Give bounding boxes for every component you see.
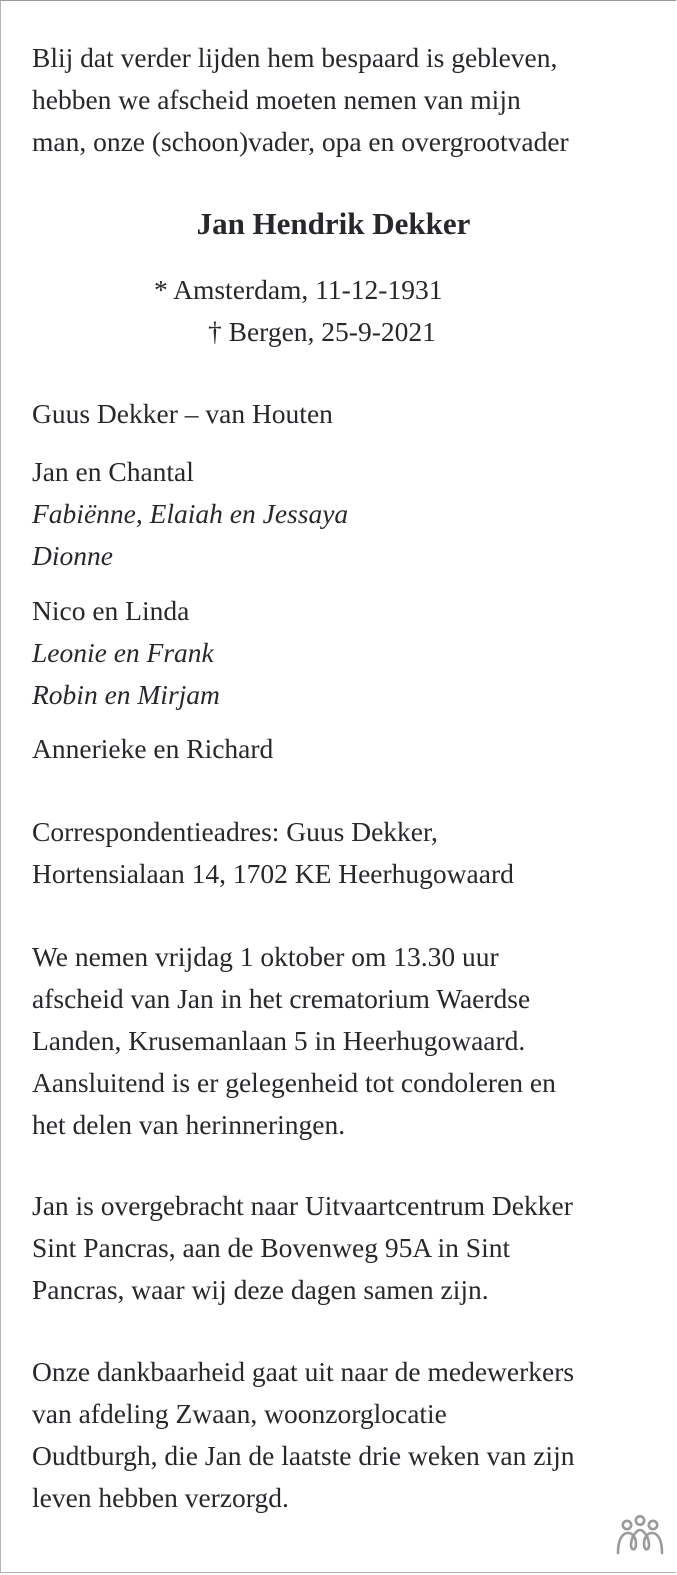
viewing-line: Pancras, waar wij deze dagen samen zijn. [32,1274,489,1305]
family-children: Dionne [32,540,113,571]
family-children: Robin en Mirjam [32,679,220,710]
thanks-line: Oudtburgh, die Jan de laatste drie weken van zijn [32,1440,575,1471]
correspondence-line: Hortensialaan 14, 1702 KE Heerhugowaard [32,858,514,889]
intro-line: Blij dat verder lijden hem bespaard is gebleven, [32,42,558,73]
viewing-line: Sint Pancras, aan de Bovenweg 95A in Sint [32,1232,511,1263]
people-group-icon [614,1514,666,1556]
ceremony-line: Landen, Krusemanlaan 5 in Heerhugowaard. [32,1025,526,1056]
spouse-name: Guus Dekker – van Houten [32,398,333,429]
family-parents: Jan en Chantal [32,456,194,487]
death-line: † Bergen, 25-9-2021 [208,316,436,347]
deceased-name: Jan Hendrik Dekker [196,206,471,241]
ceremony-line: het delen van herinneringen. [32,1109,346,1140]
family-children: Fabiënne, Elaiah en Jessaya [32,498,349,529]
family-parents: Annerieke en Richard [32,733,274,764]
viewing-line: Jan is overgebracht naar Uitvaartcentrum Dekker [32,1190,573,1221]
ceremony-line: We nemen vrijdag 1 oktober om 13.30 uur [32,941,499,972]
thanks-line: leven hebben verzorgd. [32,1482,289,1513]
ceremony-line: afscheid van Jan in het crematorium Waerdse [32,983,531,1014]
intro-line: man, onze (schoon)vader, opa en overgrootvader [32,126,569,157]
intro-line: hebben we afscheid moeten nemen van mijn [32,84,521,115]
thanks-line: van afdeling Zwaan, woonzorglocatie [32,1398,447,1429]
correspondence-line: Correspondentieadres: Guus Dekker, [32,816,438,847]
ceremony-line: Aansluitend is er gelegenheid tot condoleren en [32,1067,556,1098]
birth-line: * Amsterdam, 11-12-1931 [154,274,443,305]
family-parents: Nico en Linda [32,595,190,626]
family-children: Leonie en Frank [32,637,214,668]
thanks-line: Onze dankbaarheid gaat uit naar de medewerkers [32,1356,575,1387]
